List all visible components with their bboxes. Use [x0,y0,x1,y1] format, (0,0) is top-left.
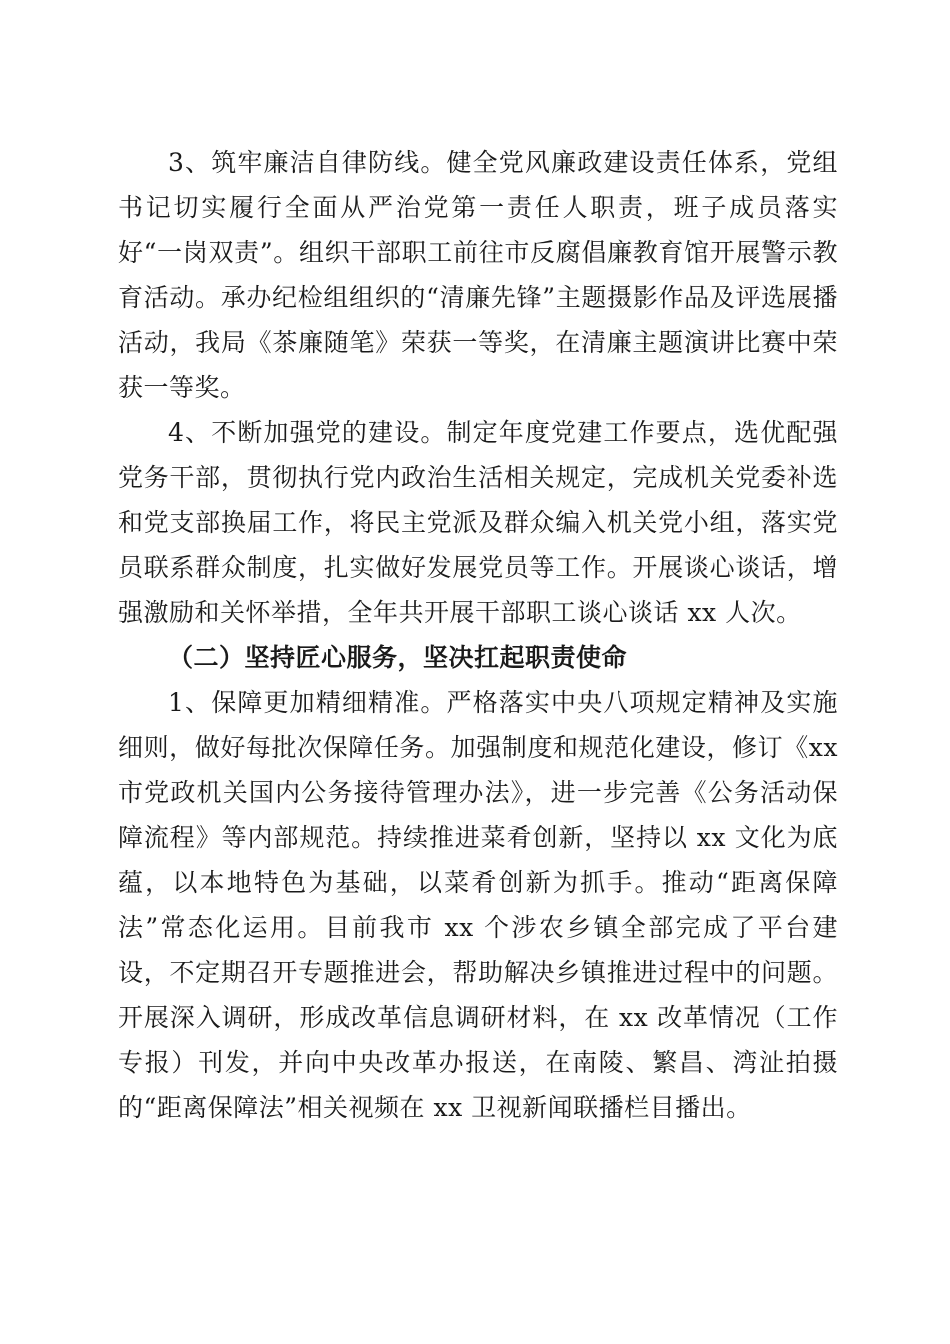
paragraph-party-building: 4、不断加强党的建设。制定年度党建工作要点，选优配强党务干部，贯彻执行党内政治生活相关规定，完成机关党委补选和党支部换届工作，将民主党派及群众编入机关党小组，落实党员联系群众制度，扎实做好发展党员等工作。开展谈心谈话，增强激励和关怀举措，全年共开展干部职工谈心谈话 xx 人次。 [118,418,838,627]
section-heading: （二）坚持匠心服务，坚决扛起职责使命 [168,643,628,672]
paragraph-anti-corruption: 3、筑牢廉洁自律防线。健全党风廉政建设责任体系，党组书记切实履行全面从严治党第一责任人职责，班子成员落实好“一岗双责”。组织干部职工前往市反腐倡廉教育馆开展警示教育活动。承办纪检组组织的“清廉先锋”主题摄影作品及评选展播活动，我局《茶廉随笔》荣获一等奖，在清廉主题演讲比赛中荣获一等奖。 [118,148,838,402]
document-page [118,140,838,1130]
paragraph-service-guarantee: 1、保障更加精细精准。严格落实中央八项规定精神及实施细则，做好每批次保障任务。加强制度和规范化建设，修订《xx 市党政机关国内公务接待管理办法》，进一步完善《公务活动保障流程》等内部规范。持续推进菜肴创新，坚持以 xx 文化为底蕴，以本地特色为基础，以菜肴创新为抓手。推动“距离保障法”常态化运用。目前我市 xx 个涉农乡镇全部完成了平台建设，不定期召开专题推进会，帮助解决乡镇推进过程中的问题。开展深入调研，形成改革信息调研材料，在 xx 改革情况（工作专报）刊发，并向中央改革办报送，在南陵、繁昌、湾沚拍摄的“距离保障法”相关视频在 xx 卫视新闻联播栏目播出。 [118,688,838,1122]
